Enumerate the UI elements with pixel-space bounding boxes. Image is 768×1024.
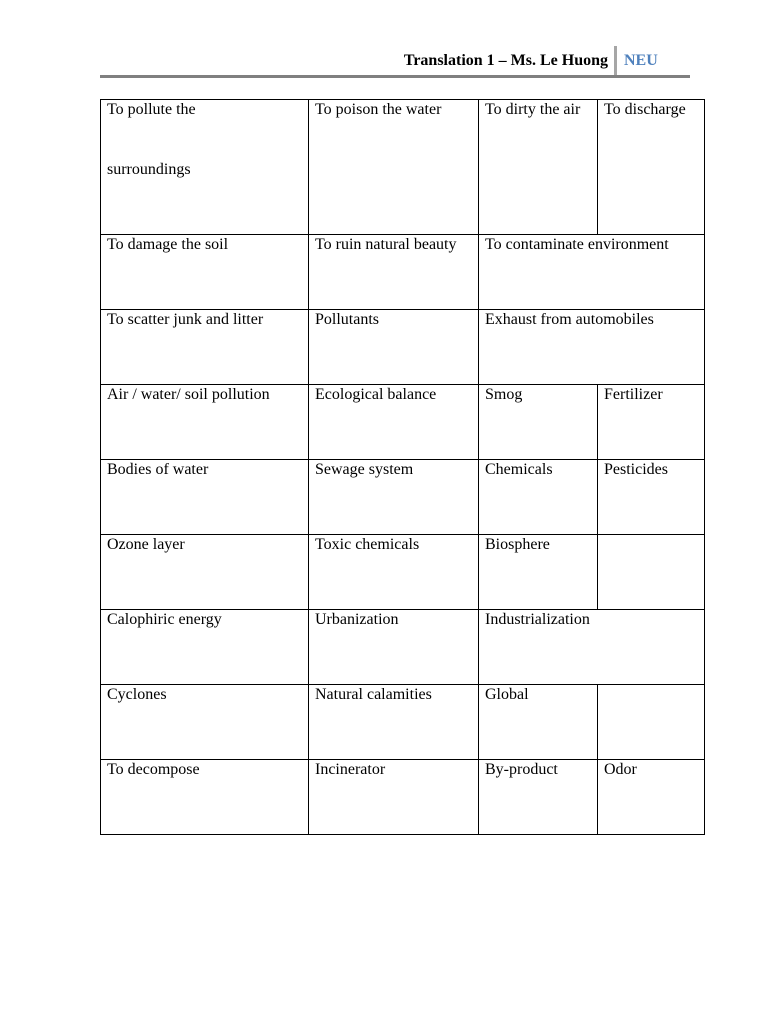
cell-text-line: To pollute the xyxy=(107,101,196,118)
table-cell xyxy=(598,385,705,460)
table-cell xyxy=(309,535,479,610)
cell-text: Incinerator xyxy=(315,761,386,778)
cell-text: Smog xyxy=(485,386,523,403)
cell-text: Calophiric energy xyxy=(107,611,222,628)
table-cell xyxy=(479,760,598,835)
table-cell xyxy=(598,685,705,760)
cell-text: Pesticides xyxy=(604,461,668,478)
header-brand: NEU xyxy=(624,52,658,69)
cell-text: Fertilizer xyxy=(604,386,663,403)
header-title: Translation 1 – Ms. Le Huong xyxy=(403,52,608,69)
cell-text: To damage the soil xyxy=(107,236,229,253)
table-cell xyxy=(479,685,598,760)
table-cell xyxy=(101,610,309,685)
cell-text: Air / water/ soil pollution xyxy=(107,386,270,403)
cell-text: Odor xyxy=(604,761,637,778)
table-cell xyxy=(479,610,705,685)
cell-text: Chemicals xyxy=(485,461,553,478)
table-cell xyxy=(309,760,479,835)
table-cell xyxy=(309,610,479,685)
cell-text: Industrialization xyxy=(485,611,590,628)
table-cell xyxy=(101,535,309,610)
cell-text: Toxic chemicals xyxy=(315,536,420,553)
cell-text: Urbanization xyxy=(315,611,399,628)
table-cell xyxy=(101,385,309,460)
table-row xyxy=(101,385,705,460)
table-cell xyxy=(101,100,309,235)
table-cell xyxy=(101,460,309,535)
cell-text: Exhaust from automobiles xyxy=(485,311,654,328)
table-cell xyxy=(479,385,598,460)
cell-text: Biosphere xyxy=(485,536,550,553)
cell-text: Ecological balance xyxy=(315,386,437,403)
table-row xyxy=(101,235,705,310)
table-cell xyxy=(479,310,705,385)
table-cell xyxy=(101,310,309,385)
table-row xyxy=(101,310,705,385)
table-cell xyxy=(479,460,598,535)
table-row xyxy=(101,535,705,610)
table-cell xyxy=(479,235,705,310)
header-rule xyxy=(100,75,690,78)
table-row xyxy=(101,610,705,685)
table-cell xyxy=(309,460,479,535)
table-cell xyxy=(309,685,479,760)
cell-text: Ozone layer xyxy=(107,536,185,553)
table-cell xyxy=(309,385,479,460)
table-row xyxy=(101,460,705,535)
table-cell xyxy=(101,235,309,310)
table-row xyxy=(101,760,705,835)
header-separator xyxy=(614,46,617,76)
table-row xyxy=(101,685,705,760)
cell-text: Cyclones xyxy=(107,686,167,703)
table-cell xyxy=(598,760,705,835)
table-row xyxy=(101,100,705,235)
table-cell xyxy=(598,100,705,235)
cell-text: Natural calamities xyxy=(315,686,432,703)
table-cell xyxy=(598,460,705,535)
cell-text: To discharge xyxy=(604,101,686,118)
table-cell xyxy=(598,535,705,610)
table-cell xyxy=(309,100,479,235)
cell-text: Pollutants xyxy=(315,311,380,328)
cell-text: To dirty the air xyxy=(485,101,581,118)
cell-text: To scatter junk and litter xyxy=(107,311,264,328)
cell-text: To decompose xyxy=(107,761,200,778)
table-cell xyxy=(101,760,309,835)
table-cell xyxy=(479,100,598,235)
cell-text-line: surroundings xyxy=(107,161,191,178)
vocabulary-table xyxy=(100,99,705,835)
cell-text: Global xyxy=(485,686,529,703)
page-header xyxy=(100,46,690,76)
cell-text: Sewage system xyxy=(315,461,414,478)
cell-text: By-product xyxy=(485,761,558,778)
table-cell xyxy=(309,310,479,385)
cell-text: To poison the water xyxy=(315,101,442,118)
table-cell xyxy=(479,535,598,610)
cell-text: To contaminate environment xyxy=(485,236,669,253)
table-cell xyxy=(101,685,309,760)
table-cell xyxy=(309,235,479,310)
cell-text: To ruin natural beauty xyxy=(315,236,457,253)
cell-text: Bodies of water xyxy=(107,461,209,478)
